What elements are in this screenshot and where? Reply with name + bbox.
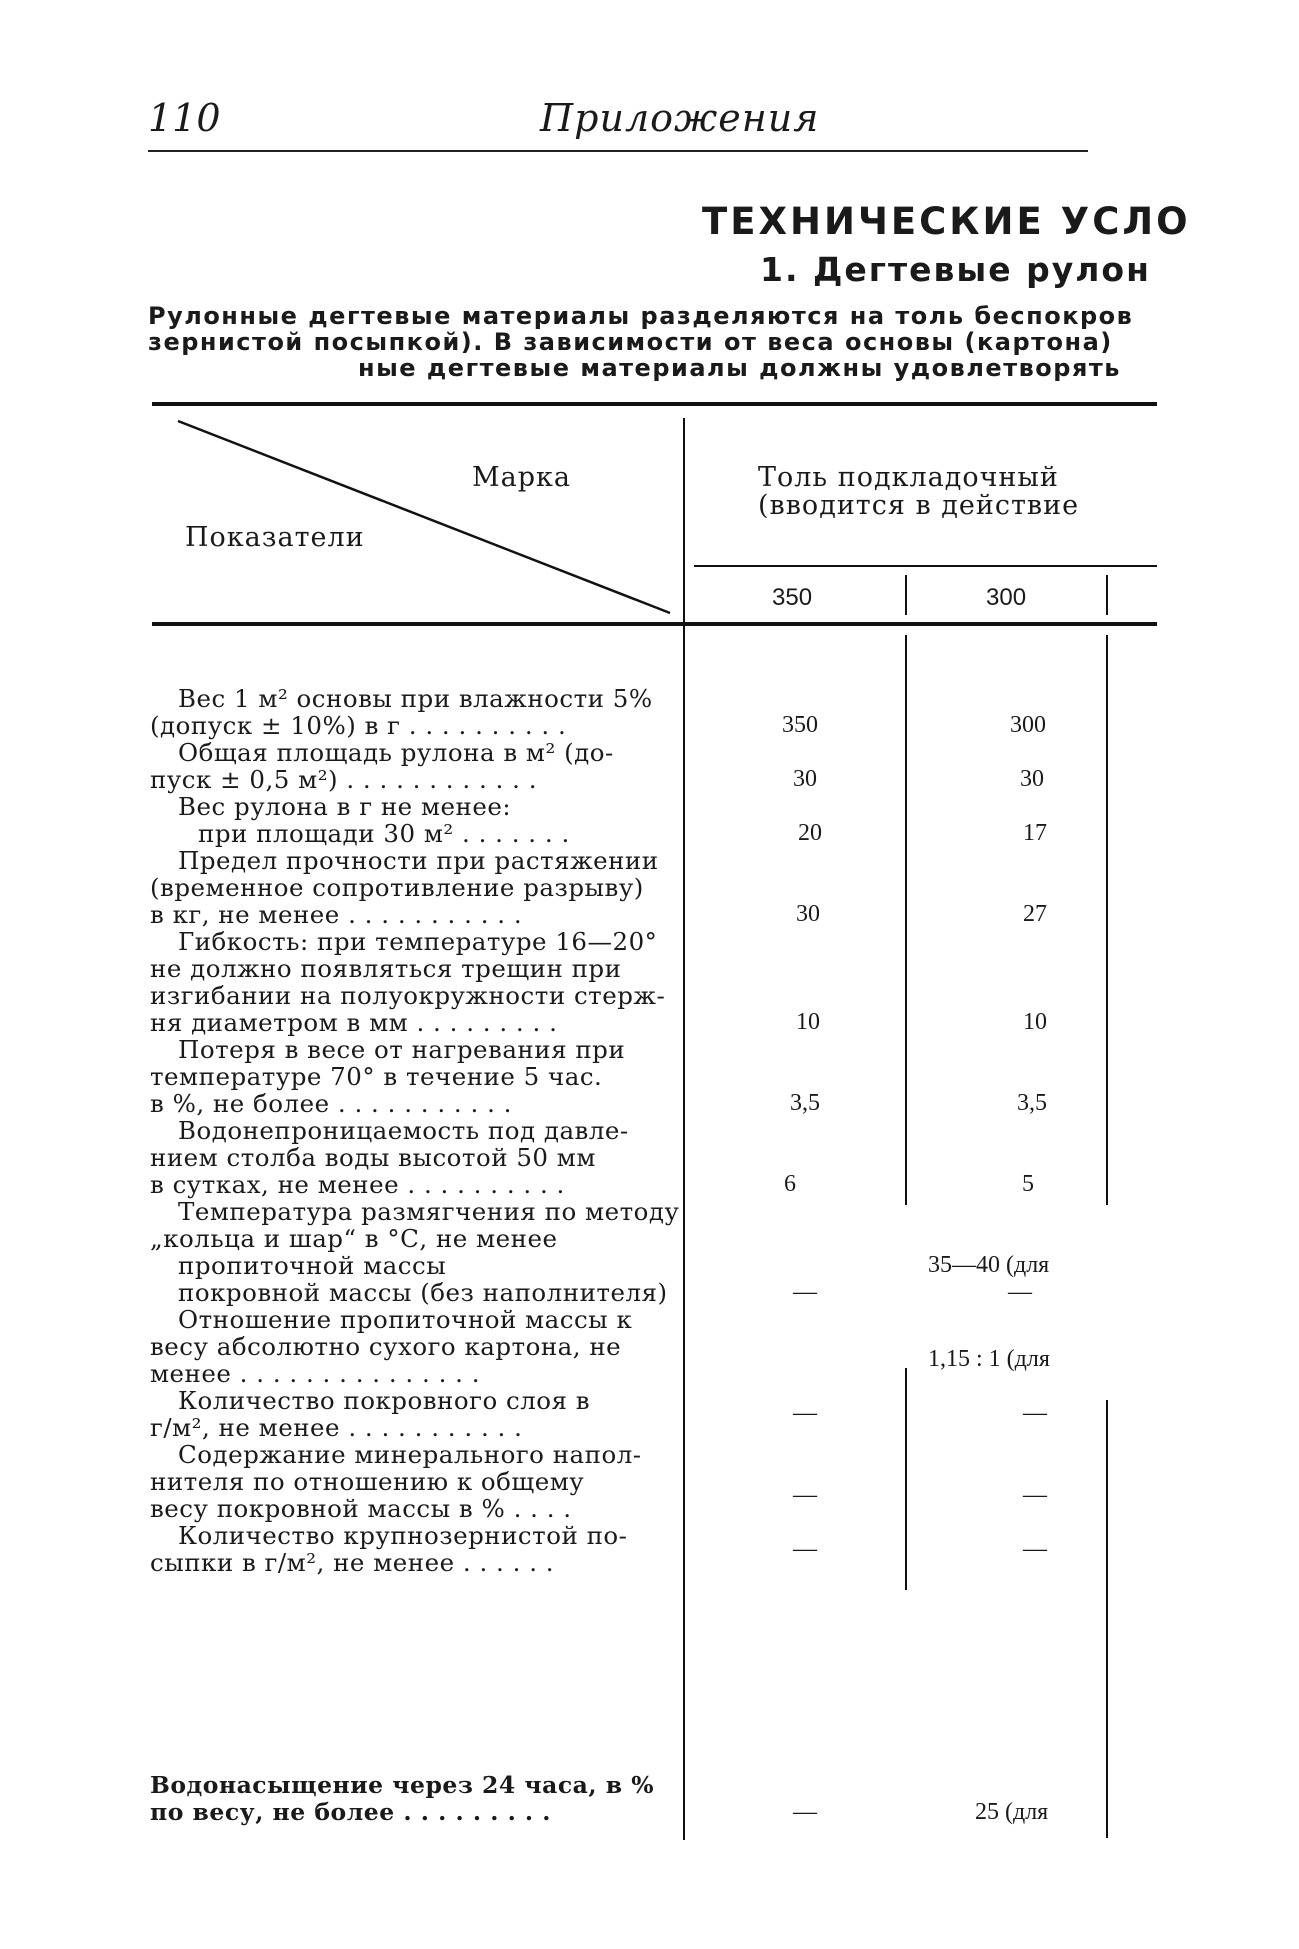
column-divider-header bbox=[905, 575, 907, 615]
table-cell: 25 (для bbox=[975, 1799, 1049, 1825]
column-divider-upper bbox=[905, 635, 907, 1205]
group-header-line-2: (вводится в действие bbox=[758, 490, 1080, 521]
group-header-line-1: Толь подкладочный bbox=[758, 462, 1059, 493]
table-row-label: нием столба воды высотой 50 мм bbox=[150, 1143, 596, 1172]
table-cell: — bbox=[1023, 1536, 1047, 1562]
table-row-label: температуре 70° в течение 5 час. bbox=[150, 1062, 603, 1091]
corner-label-marka: Марка bbox=[472, 462, 571, 493]
table-row-label: изгибании на полуокружности стерж- bbox=[150, 981, 666, 1010]
table-row-label: по весу, не более . . . . . . . . . bbox=[150, 1798, 551, 1826]
page-number: 110 bbox=[148, 96, 221, 140]
section-title: ТЕХНИЧЕСКИЕ УСЛО bbox=[702, 200, 1191, 243]
table-cell: 1,15 : 1 (для bbox=[928, 1346, 1050, 1372]
column-divider-lower bbox=[905, 1368, 907, 1590]
table-row-label: Потеря в весе от нагревания при bbox=[178, 1035, 626, 1064]
table-cell: 20 bbox=[798, 820, 822, 846]
column-header-300: 300 bbox=[986, 584, 1027, 611]
table-row-label: (временное сопротивление разрыву) bbox=[150, 873, 644, 902]
table-row-label: Температура размягчения по методу bbox=[178, 1197, 680, 1226]
table-cell: 30 bbox=[793, 766, 817, 792]
table-row-label: пропиточной массы bbox=[178, 1251, 447, 1280]
table-cell: 5 bbox=[1022, 1171, 1034, 1197]
table-cell: 3,5 bbox=[1017, 1090, 1047, 1116]
table-cell: 27 bbox=[1023, 901, 1047, 927]
group-underline bbox=[694, 565, 1157, 567]
table-row-label: Гибкость: при температуре 16—20° bbox=[178, 927, 658, 956]
table-cell: 6 bbox=[784, 1171, 796, 1197]
table-cell: — bbox=[793, 1536, 817, 1562]
table-cell: — bbox=[793, 1279, 817, 1305]
table-row-label: Общая площадь рулона в м² (до- bbox=[178, 738, 614, 767]
right-edge-header bbox=[1106, 575, 1108, 615]
table-row-label: весу абсолютно сухого картона, не bbox=[150, 1332, 622, 1361]
table-row-label: г/м², не менее . . . . . . . . . . . bbox=[150, 1413, 523, 1442]
table-cell: 10 bbox=[1023, 1009, 1047, 1035]
table-row-label: ня диаметром в мм . . . . . . . . . bbox=[150, 1008, 558, 1037]
right-edge-upper bbox=[1106, 635, 1108, 1205]
table-cell: — bbox=[1008, 1279, 1032, 1305]
table-cell: 3,5 bbox=[790, 1090, 820, 1116]
table-row-label: в %, не более . . . . . . . . . . . bbox=[150, 1089, 512, 1118]
table-row-label: Водонасыщение через 24 часа, в % bbox=[150, 1771, 655, 1799]
table-row-label: нителя по отношению к общему bbox=[150, 1467, 585, 1496]
table-cell: 30 bbox=[796, 901, 820, 927]
table-cell: — bbox=[793, 1400, 817, 1426]
table-cell: 300 bbox=[1010, 712, 1046, 738]
table-cell: 30 bbox=[1020, 766, 1044, 792]
table-row-label: в сутках, не менее . . . . . . . . . . bbox=[150, 1170, 565, 1199]
column-header-350: 350 bbox=[772, 584, 813, 611]
table-row-label: при площади 30 м² . . . . . . . bbox=[198, 819, 570, 848]
right-edge-lower bbox=[1106, 1400, 1108, 1838]
intro-line-2: зернистой посыпкой). В зависимости от веса основы (картона) bbox=[148, 328, 1113, 356]
table-row-label: пуск ± 0,5 м²) . . . . . . . . . . . . bbox=[150, 765, 537, 794]
table-cell: 35—40 (для bbox=[928, 1252, 1050, 1278]
table-cell: — bbox=[793, 1482, 817, 1508]
table-row-label: „кольца и шар“ в °С, не менее bbox=[150, 1224, 558, 1253]
table-top-rule bbox=[152, 402, 1157, 406]
table-cell: — bbox=[1023, 1482, 1047, 1508]
table-row-label: покровной массы (без наполнителя) bbox=[178, 1278, 668, 1307]
intro-line-3: ные дегтевые материалы должны удовлетворять bbox=[358, 354, 1121, 382]
subsection-title: 1. Дегтевые рулон bbox=[760, 250, 1151, 289]
table-cell: 17 bbox=[1023, 820, 1047, 846]
intro-line-1: Рулонные дегтевые материалы разделяются на толь беспокров bbox=[148, 302, 1134, 330]
table-row-label: весу покровной массы в % . . . . bbox=[150, 1494, 572, 1523]
table-cell: — bbox=[793, 1799, 817, 1825]
table-row-label: Вес рулона в г не менее: bbox=[178, 792, 512, 821]
table-header-rule bbox=[152, 622, 1157, 626]
corner-label-pokazateli: Показатели bbox=[185, 522, 365, 553]
table-cell: 10 bbox=[796, 1009, 820, 1035]
table-row-label: Отношение пропиточной массы к bbox=[178, 1305, 633, 1334]
table-row-label: в кг, не менее . . . . . . . . . . . bbox=[150, 900, 523, 929]
header-rule bbox=[148, 150, 1088, 152]
table-row-label: сыпки в г/м², не менее . . . . . . bbox=[150, 1548, 555, 1577]
table-cell: — bbox=[1023, 1400, 1047, 1426]
table-row-label: Количество крупнозернистой по- bbox=[178, 1521, 628, 1550]
table-row-label: Водонепроницаемость под давле- bbox=[178, 1116, 629, 1145]
column-divider-main bbox=[683, 418, 685, 1840]
table-row-label: менее . . . . . . . . . . . . . . . bbox=[150, 1359, 481, 1388]
corner-diagonal bbox=[170, 415, 680, 620]
table-row-label: Предел прочности при растяжении bbox=[178, 846, 659, 875]
running-title: Приложения bbox=[540, 96, 820, 140]
table-row-label: (допуск ± 10%) в г . . . . . . . . . . bbox=[150, 711, 567, 740]
table-row-label: Содержание минерального напол- bbox=[178, 1440, 642, 1469]
table-row-label: Количество покровного слоя в bbox=[178, 1386, 591, 1415]
table-row-label: не должно появляться трещин при bbox=[150, 954, 622, 983]
table-row-label: Вес 1 м² основы при влажности 5% bbox=[178, 684, 653, 713]
table-cell: 350 bbox=[782, 712, 818, 738]
